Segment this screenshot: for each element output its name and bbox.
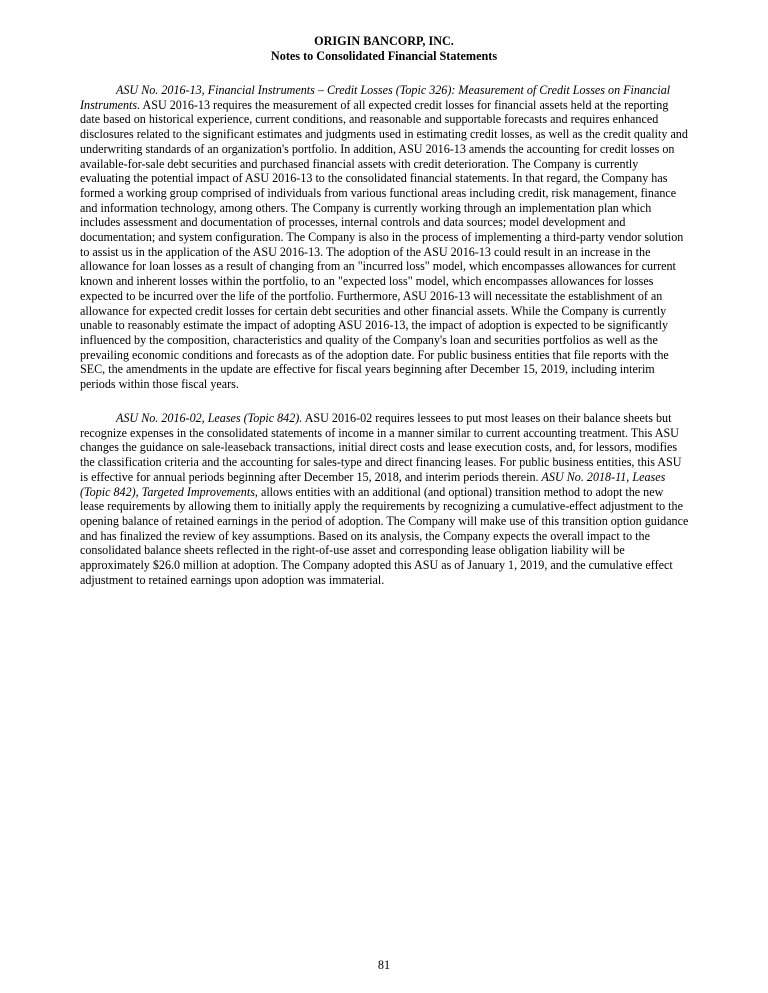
text-line: and information technology, among others. The Company is currently working through an implementation plan which	[80, 200, 652, 215]
text-line: expected to be incurred over the life of the portfolio. Furthermore, ASU 2016-13 will necessitate the establishment of an	[80, 288, 663, 303]
text-segment: ASU 2016-02 requires lessees to put most leases on their balance sheets but	[302, 411, 672, 425]
paragraph-title-line	[80, 83, 700, 98]
text-line: allowance for loan losses as a result of changing from an "incurred loss" model, which encompasses allowances for current	[80, 259, 676, 274]
text-segment: ASU 2016-13 requires the measurement of all expected credit losses for financial assets held at the reporting	[140, 97, 669, 112]
standard-title-cont: Instruments.	[80, 97, 141, 112]
section-title: Notes to Consolidated Financial Statements	[270, 48, 498, 63]
text-line: prevailing economic conditions and forecasts as of the adoption date. For public business entities that file reports with the	[80, 347, 669, 362]
standard-title: ASU No. 2016-13, Financial Instruments – Credit Losses (Topic 326): Measurement of Credit Losses on Financial	[116, 83, 671, 97]
text-line: adjustment to retained earnings upon adoption was immaterial.	[80, 572, 385, 587]
paragraph-asu-2016-02	[80, 411, 700, 587]
text-line: recognize expenses in the consolidated statements of income in a manner similar to current accounting treatment. This ASU	[80, 425, 679, 440]
text-line: underwriting standards of an organization's portfolio. In addition, ASU 2016-13 amends the accounting for credit losses on	[80, 141, 675, 156]
text-line: unable to reasonably estimate the impact of adopting ASU 2016-13, the impact of adoption is expected to be significantly	[80, 318, 669, 333]
text-line: formed a working group comprised of individuals from various functional areas including credit, risk management, finance	[80, 185, 677, 200]
text-line: the classification criteria and the accounting for sales-type and direct financing leases. For public business entities, this ASU	[80, 455, 682, 470]
text-segment: is effective for annual periods beginning after December 15, 2018, and interim periods therein.	[80, 469, 542, 484]
text-line	[80, 98, 700, 113]
text-line: includes assessment and documentation of processes, internal controls and data sources; model development and	[80, 215, 626, 230]
text-line	[80, 470, 700, 485]
text-line: changes the guidance on sale-leaseback transactions, initial direct costs and lease execution costs, and, for lessors, modifies	[80, 440, 678, 455]
text-line: periods within those fiscal years.	[80, 377, 239, 392]
page-header	[0, 34, 768, 64]
text-line: date based on historical experience, current conditions, and reasonable and supportable forecasts and requires enhanced	[80, 112, 659, 127]
text-segment: , allows entities with an additional (and optional) transition method to adopt the new	[254, 484, 664, 499]
referenced-standard-title: ASU No. 2018-11, Leases	[541, 469, 666, 484]
text-line	[80, 485, 700, 500]
text-line: disclosures related to the significant estimates and judgments used in estimating credit losses, as well as the credit quality and	[80, 127, 688, 142]
page-number: 81	[377, 958, 391, 972]
paragraph-asu-2016-13	[80, 83, 700, 392]
text-line: SEC, the amendments in the update are effective for fiscal years beginning after December 15, 2019, including interim	[80, 362, 655, 377]
referenced-standard-title-cont: (Topic 842), Targeted Improvements	[80, 484, 255, 499]
paragraph-title-line	[80, 411, 700, 426]
text-line: evaluating the potential impact of ASU 2016-13 to the consolidated financial statements. In that regard, the Company has	[80, 171, 668, 186]
text-line: to assist us in the application of the ASU 2016-13. The adoption of the ASU 2016-13 could result in an increase in the	[80, 244, 651, 259]
text-line: available-for-sale debt securities and purchased financial assets with credit deterioration. The Company is currently	[80, 156, 639, 171]
text-line: consolidated balance sheets reflected in the right-of-use asset and corresponding lease obligation liability will be	[80, 543, 625, 558]
text-line: influenced by the composition, characteristics and quality of the Company's loan and securities portfolios as well as the	[80, 332, 658, 347]
text-line: documentation; and system configuration. The Company is also in the process of implementing a third-party vendor solution	[80, 230, 684, 245]
standard-title: ASU No. 2016-02, Leases (Topic 842).	[116, 411, 303, 425]
text-line: and has finalized the review of key assumptions. Based on its analysis, the Company expects the overall impact to the	[80, 528, 650, 543]
text-line: allowance for expected credit losses for certain debt securities and other financial assets. While the Company is currently	[80, 303, 667, 318]
text-line: known and inherent losses within the portfolio, to an "expected loss" model, which encompasses allowances for losses	[80, 274, 654, 289]
company-name: ORIGIN BANCORP, INC.	[314, 34, 454, 48]
text-line: approximately $26.0 million at adoption. The Company adopted this ASU as of January 1, 2019, and the cumulative effect	[80, 558, 673, 573]
text-line: opening balance of retained earnings in the period of adoption. The Company will make use of this transition option guidance	[80, 513, 689, 528]
text-line: lease requirements by allowing them to initially apply the requirements by recognizing a cumulative-effect adjustment to the	[80, 499, 683, 514]
